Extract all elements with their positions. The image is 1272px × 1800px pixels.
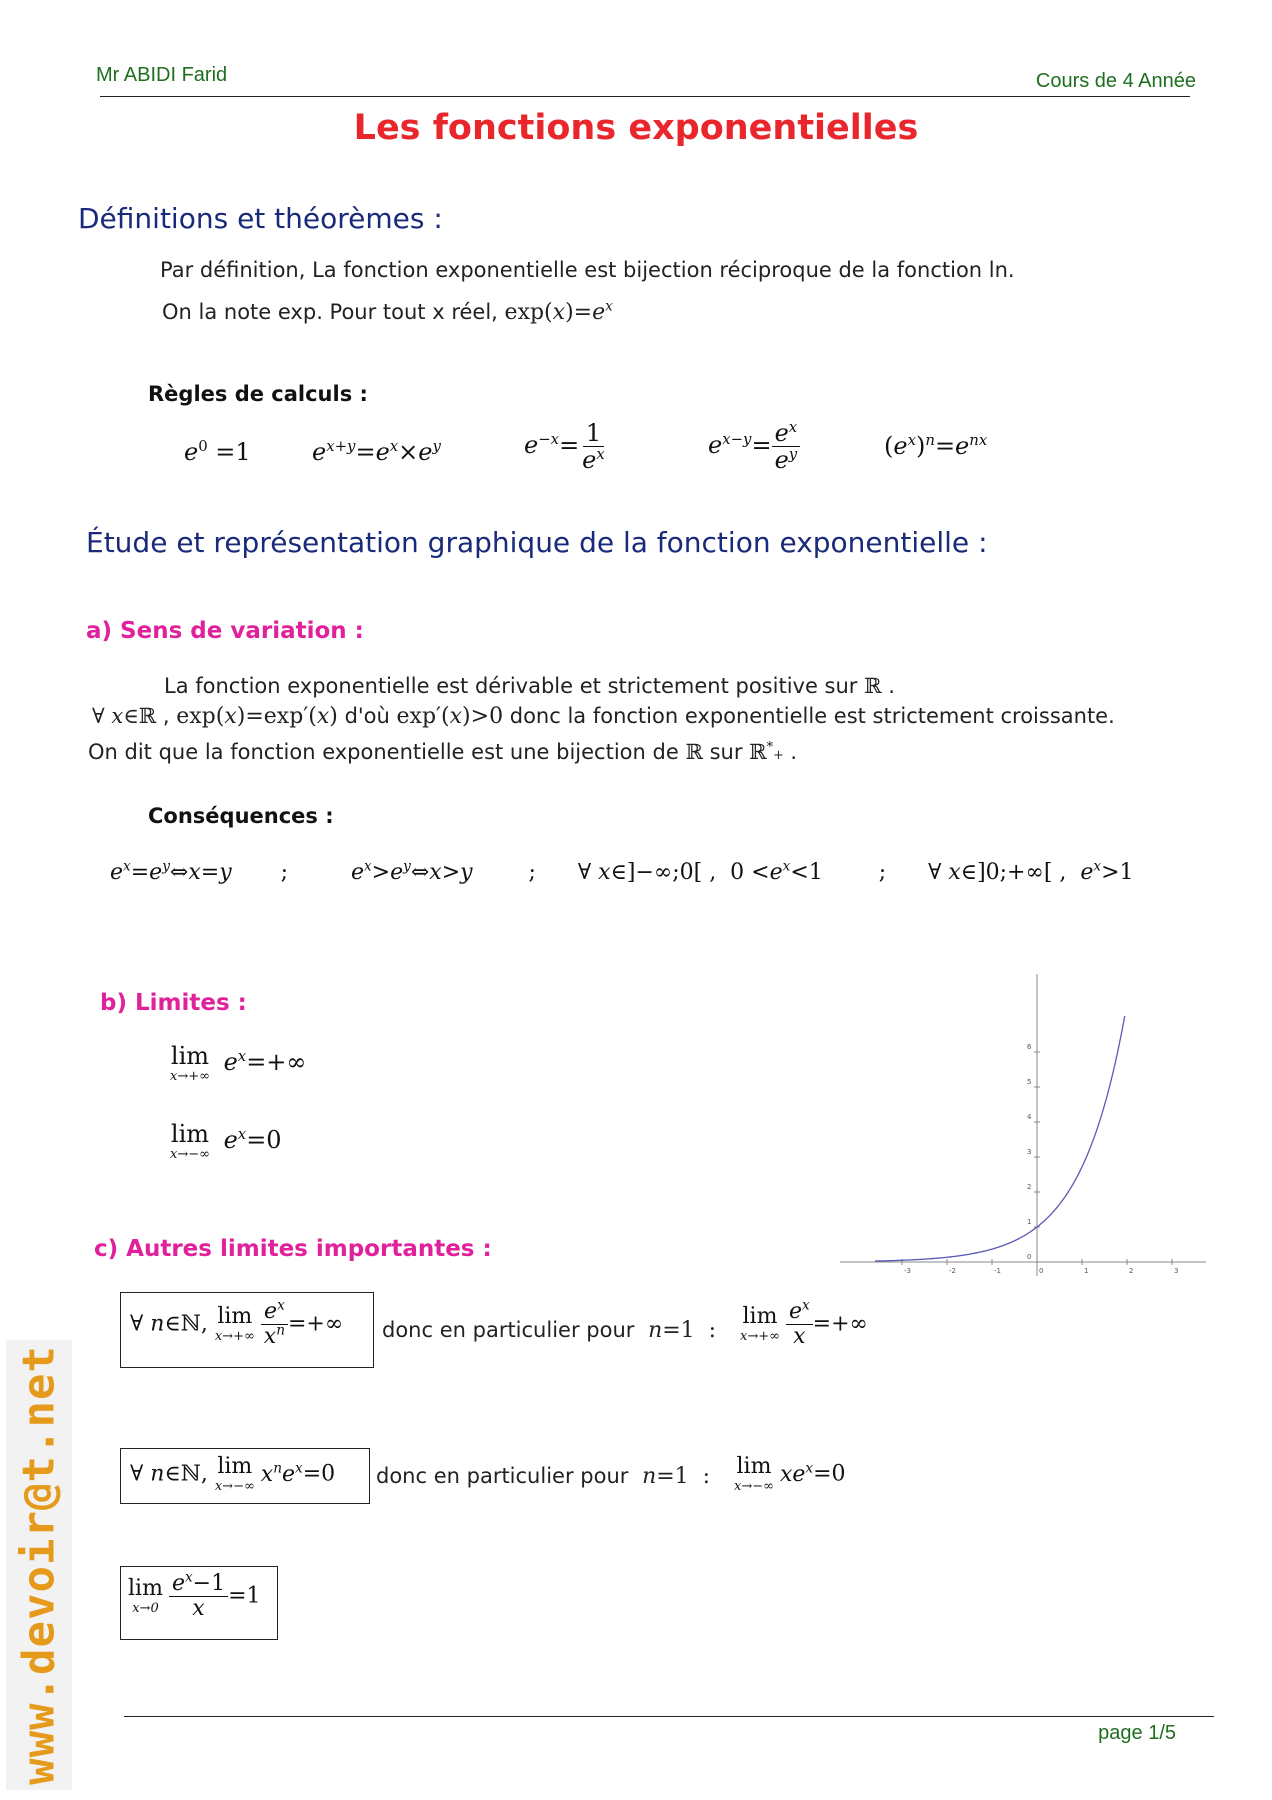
study-heading: Étude et représentation graphique de la fonction exponentielle : <box>86 526 988 559</box>
graph-y-tick-label: 6 <box>1027 1043 1032 1051</box>
page-title: Les fonctions exponentielles <box>353 108 919 148</box>
section-a-heading: a) Sens de variation : <box>86 618 364 644</box>
limit-text-1-label: donc en particulier pour <box>382 1318 635 1342</box>
section-b-heading: b) Limites : <box>100 990 247 1016</box>
exp-curve <box>875 1016 1125 1261</box>
variation-line-1-text: La fonction exponentielle est dérivable et strictement positive sur <box>164 674 858 698</box>
graph-y-tick-label: 3 <box>1027 1148 1032 1156</box>
course-level: Cours de 4 Année <box>1035 70 1196 92</box>
rule-e0: $e^0 =1$ <box>184 436 251 466</box>
graph-x-tick-label: -2 <box>949 1267 956 1275</box>
rule-difference: $e^{x-y}=$ $\frac{e^x}{e^y}$ <box>708 420 800 474</box>
variation-line-1: La fonction exponentielle est dérivable et strictement positive sur ℝ . <box>164 674 895 698</box>
author-name: Mr ABIDI Farid <box>96 64 228 86</box>
graph-y-tick-label: 4 <box>1027 1113 1032 1121</box>
graph-x-tick-label: 3 <box>1174 1267 1179 1275</box>
limit-minus-infinity: lim x→−∞ $e^x=0$ <box>170 1120 282 1162</box>
section-c-heading: c) Autres limites importantes : <box>94 1236 492 1262</box>
limit-formula-1: ∀ n∈ℕ, lim x→+∞ $\frac{e^x}{x^n}$ =+∞ <box>130 1297 344 1350</box>
variation-line-3: On dit que la fonction exponentielle est une bijection de ℝ sur ℝ*+ . <box>88 739 798 764</box>
variation-line-3-start: On dit que la fonction exponentielle est une bijection de <box>88 740 679 764</box>
rule-power: $(e^x)^n=e^{nx}$ <box>884 430 988 460</box>
limit-plus-infinity: lim x→+∞ $e^x=+\infty$ <box>170 1042 307 1084</box>
graph-y-tick-label: 5 <box>1027 1078 1032 1086</box>
limit-formula-2: ∀ n∈ℕ, lim x→−∞ $x^ne^x=0$ <box>130 1454 336 1494</box>
variation-line-2-mid: d'où <box>344 704 390 728</box>
page-number: page 1/5 <box>1098 1722 1176 1744</box>
limit-text-1: donc en particulier pour n=1 : <box>382 1318 717 1343</box>
graph-x-tick-label: -1 <box>994 1267 1001 1275</box>
definition-line-1: Par définition, La fonction exponentielle est bijection réciproque de la fonction ln. <box>160 258 1015 282</box>
definition-line-2 <box>162 300 613 325</box>
variation-line-3-mid: sur <box>709 740 743 764</box>
variation-line-2: ∀ x∈ℝ , exp(x)=exp′(x) d'où exp′(x)>0 donc la fonction exponentielle est strictement croissante. <box>92 704 1115 729</box>
graph-x-tick-label: 0 <box>1039 1267 1044 1275</box>
exponential-graph <box>840 970 1210 1280</box>
definitions-heading: Définitions et théorèmes : <box>78 202 443 235</box>
header-rule <box>100 96 1190 97</box>
graph-x-tick-label: -3 <box>904 1267 911 1275</box>
limit-text-2: donc en particulier pour n=1 : <box>376 1464 711 1489</box>
consequences-heading: Conséquences : <box>148 804 334 828</box>
variation-line-2-end: donc la fonction exponentielle est strictement croissante. <box>509 704 1115 728</box>
graph-y-tick-label: 0 <box>1027 1253 1032 1261</box>
graph-y-tick-label: 2 <box>1027 1183 1032 1191</box>
rules-heading: Règles de calculs : <box>148 382 368 406</box>
watermark-text: www.devoir@t.net <box>13 1345 65 1785</box>
graph-x-tick-label: 1 <box>1084 1267 1089 1275</box>
graph-x-tick-label: 2 <box>1129 1267 1134 1275</box>
rule-sum: $e^{x+y}=e^x\times e^y$ <box>312 436 441 466</box>
limit-text-2-label: donc en particulier pour <box>376 1464 629 1488</box>
limit-formula-1-particular: lim x→+∞ $\frac{e^x}{x}$ =+∞ <box>740 1297 868 1350</box>
limit-formula-2-particular: lim x→−∞ $xe^x=0$ <box>734 1454 846 1494</box>
exp-definition-formula: $\exp(x)=e^x$ <box>504 298 613 325</box>
definition-line-2-text: On la note exp. Pour tout x réel, <box>162 300 498 324</box>
footer-rule <box>124 1716 1214 1717</box>
watermark <box>6 1340 72 1790</box>
consequences-formulas: $e^x=e^y\Leftrightarrow x=y$ ; $e^x>e^y\Leftrightarrow x>y$ ; ∀ x∈]−∞;0[ , $0 <e^x<1$ ; ∀ x∈]0;+∞[ , $e^x>1$ <box>110 858 1134 885</box>
rule-inverse: $e^{-x}=$ $\frac{1}{e^x}$ <box>524 419 605 475</box>
graph-y-tick-label: 1 <box>1027 1218 1032 1226</box>
limit-formula-3: lim x→0 $\frac{e^x-1}{x}$ =1 <box>128 1569 261 1622</box>
